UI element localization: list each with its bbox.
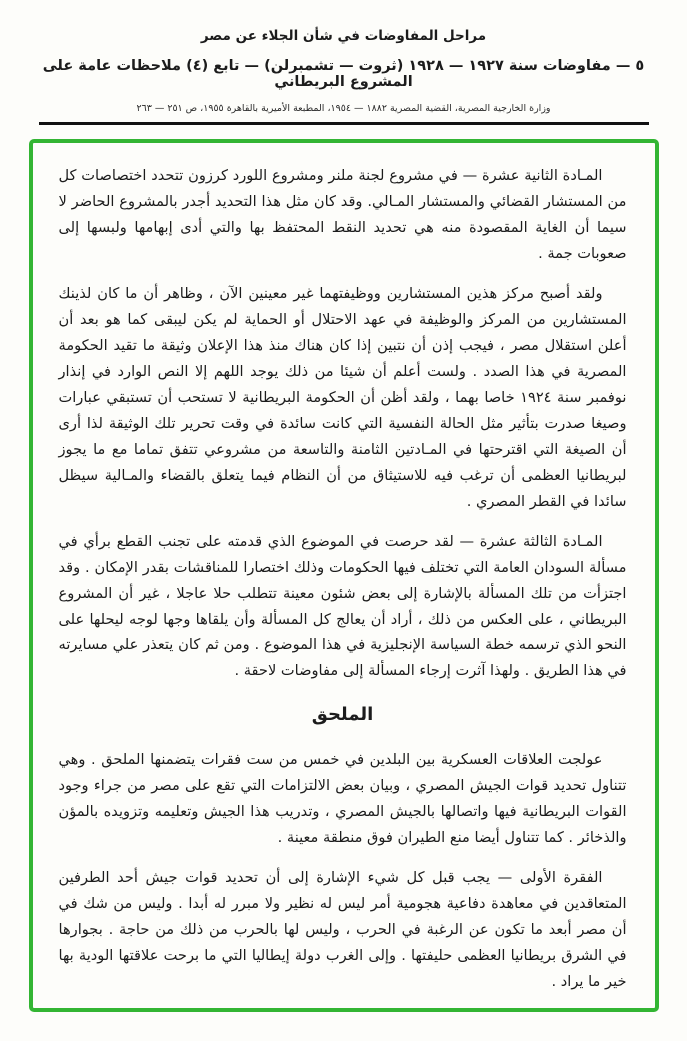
paragraph-article-thirteen: المـادة الثالثة عشرة — لقد حرصت في الموضوع الذي قدمته على تجنب القطع برأي في مسألة السودان العامة التي تختلف فيها الحكومات وذلك اختصارا للمناقشات بقدر الإمكان . وقد اجتزأت من تلك المسألة بالإشارة إلى بعض شئون معينة تتطلب حلا عاجلا ، غير أن المشروع البريطاني ، على العكس من ذلك ، أراد أن يعالج كل المسألة وأن يلقاها وجها لوجه ليحلها على النحو الذي ترسمه خطة السياسة الإنجليزية في هذا الموضوع . ومن ثم كان يتعذر علي مسايرته في هذا الطريق . ولهذا آثرت إرجاء المسألة إلى مفاوضات لاحقة . bbox=[58, 532, 627, 680]
paragraph-advisors-status: ولقد أصبح مركز هذين المستشارين ووظيفتهما غير معينين الآن ، وظاهر أن ما كان لذينك المستشارين من المركز والوظيفة في عهد الاحتلال أو الحماية لم يكن ليبقى كما هو بعد أن أعلن استقلال مصر ، فيجب إذن أن نتبين إذا كان هناك منذ هذا الإعلان وثيقة ما تقيد الحكومة المصرية في هذا الصدد . ولست أعلم أن شيئا من ذلك يوجد اللهم إلا النص الوارد في إنذار نوفمبر سنة ١٩٢٤ خاصا بهما ، ولقد أظن أن الحكومة البريطانية لا تستحب أن تستبقي عبارات وصيغا صدرت بتأثير مثل الحالة النفسية التي كانت سائدة في وقت تحرير تلك الوثيقة لذا أرى أن الصيغة التي اقترحتها في المـادتين الثامنة والتاسعة من مشروعي تتفق تماما مع ما يجوز لبريطانيا العظمى أن ترغب فيه للاستيثاق من أن النظام فيما يتعلق بالقضاء والمـالية سيظل سائدا في القطر المصري . bbox=[58, 284, 627, 510]
paragraph-first-clause: الفقرة الأولى — يجب قبل كل شيء الإشارة إلى أن تحديد قوات جيش أحد الطرفين المتعاقدين في معاهدة دفاعية هجومية أمر ليس له نظير ولا مبرر له أبدا . وليس من شك في أن مصر أبعد ما تكون عن الرغبة في الحرب ، وليس لها بالحرب من ذلك من حاجة . بجوارها في الشرق بريطانيا العظمى حليفتها . وإلى الغرب دولة إيطاليا التي ما برحت علاقتها الودية بها خير ما يراد . bbox=[58, 869, 627, 991]
page-title: مراحل المفاوضات في شأن الجلاء عن مصر bbox=[200, 28, 487, 44]
source-citation: وزارة الخارجية المصرية، القضية المصرية ١٨٨٢ — ١٩٥٤، المطبعة الأميرية بالقاهرة ١٩٥٥، ص ٢٥١ — ٢٦٣ bbox=[136, 103, 551, 114]
content-box bbox=[29, 139, 659, 1012]
page-subtitle: ٥ — مفاوضات سنة ١٩٢٧ — ١٩٢٨ (ثروت — تشمبرلن) — تابع (٤) ملاحظات عامة على المشروع البريطاني bbox=[42, 58, 645, 90]
paragraph-military-relations: عولجت العلاقات العسكرية بين البلدين في خمس من ست فقرات يتضمنها الملحق . وهي تتناول تحديد قوات الجيش المصري ، وبيان بعض الالتزامات التي تقع على مصر من جراء وجود القوات البريطانية فيها واتصالها بالجيش المصري ، وتدريب هذا الجيش وتعليمه وتزويده بالمؤن والذخائر . كما تتناول أيضا منع الطيران فوق منطقة معينة . bbox=[58, 751, 627, 847]
document-header bbox=[14, 28, 673, 125]
paragraph-article-twelve: المـادة الثانية عشرة — في مشروع لجنة ملنر ومشروع اللورد كرزون تتحدد اختصاصات كل من المستشار القضائي والمستشار المـالي. وقد كان مثل هذا التحديد أجدر بالمشروع الحاضر لا سيما أن الغاية المقصودة منه هي تحديد النقط المحتفظ بها والتي أدى إبهامها ولبسها إلى صعوبات جمة . bbox=[58, 167, 627, 262]
header-divider bbox=[39, 122, 649, 125]
appendix-heading: الملحق bbox=[311, 704, 374, 726]
